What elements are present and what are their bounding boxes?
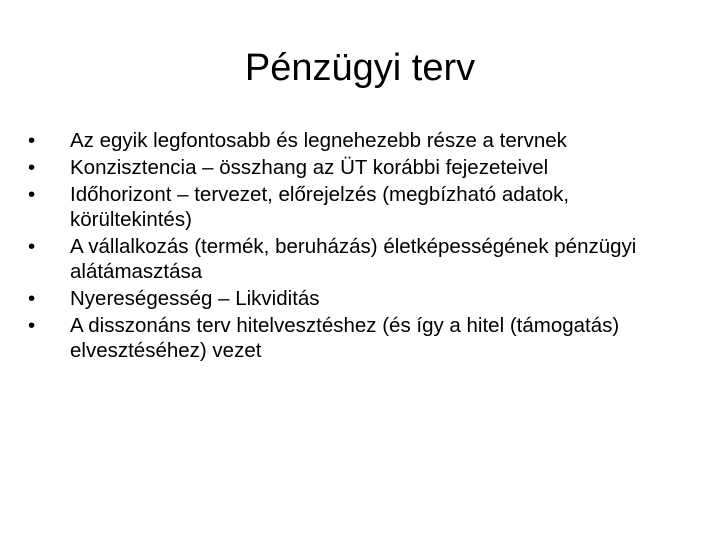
bullet-list xyxy=(28,128,688,365)
bullet-item xyxy=(28,182,688,232)
bullet-item xyxy=(28,234,688,284)
bullet-item xyxy=(28,128,688,153)
bullet-item xyxy=(28,286,688,311)
bullet-text: Az egyik legfontosabb és legnehezebb része a tervnek xyxy=(70,129,567,152)
bullet-icon: • xyxy=(28,183,36,206)
slide-title: Pénzügyi terv xyxy=(244,47,476,89)
bullet-icon: • xyxy=(28,129,36,152)
bullet-item xyxy=(28,155,688,180)
bullet-text: Időhorizont – tervezet, előrejelzés (megbízható adatok, körültekintés) xyxy=(70,183,570,231)
bullet-item xyxy=(28,313,688,363)
bullet-text: A disszonáns terv hitelvesztéshez (és így a hitel (támogatás) elvesztéséhez) vezet xyxy=(70,314,620,362)
bullet-icon: • xyxy=(28,314,36,337)
bullet-icon: • xyxy=(28,156,36,179)
bullet-icon: • xyxy=(28,287,36,310)
bullet-text: Nyereségesség – Likviditás xyxy=(70,287,320,310)
bullet-text: A vállalkozás (termék, beruházás) életképességének pénzügyi alátámasztása xyxy=(70,235,637,283)
bullet-icon: • xyxy=(28,235,36,258)
bullet-text: Konzisztencia – összhang az ÜT korábbi fejezeteivel xyxy=(70,156,549,179)
